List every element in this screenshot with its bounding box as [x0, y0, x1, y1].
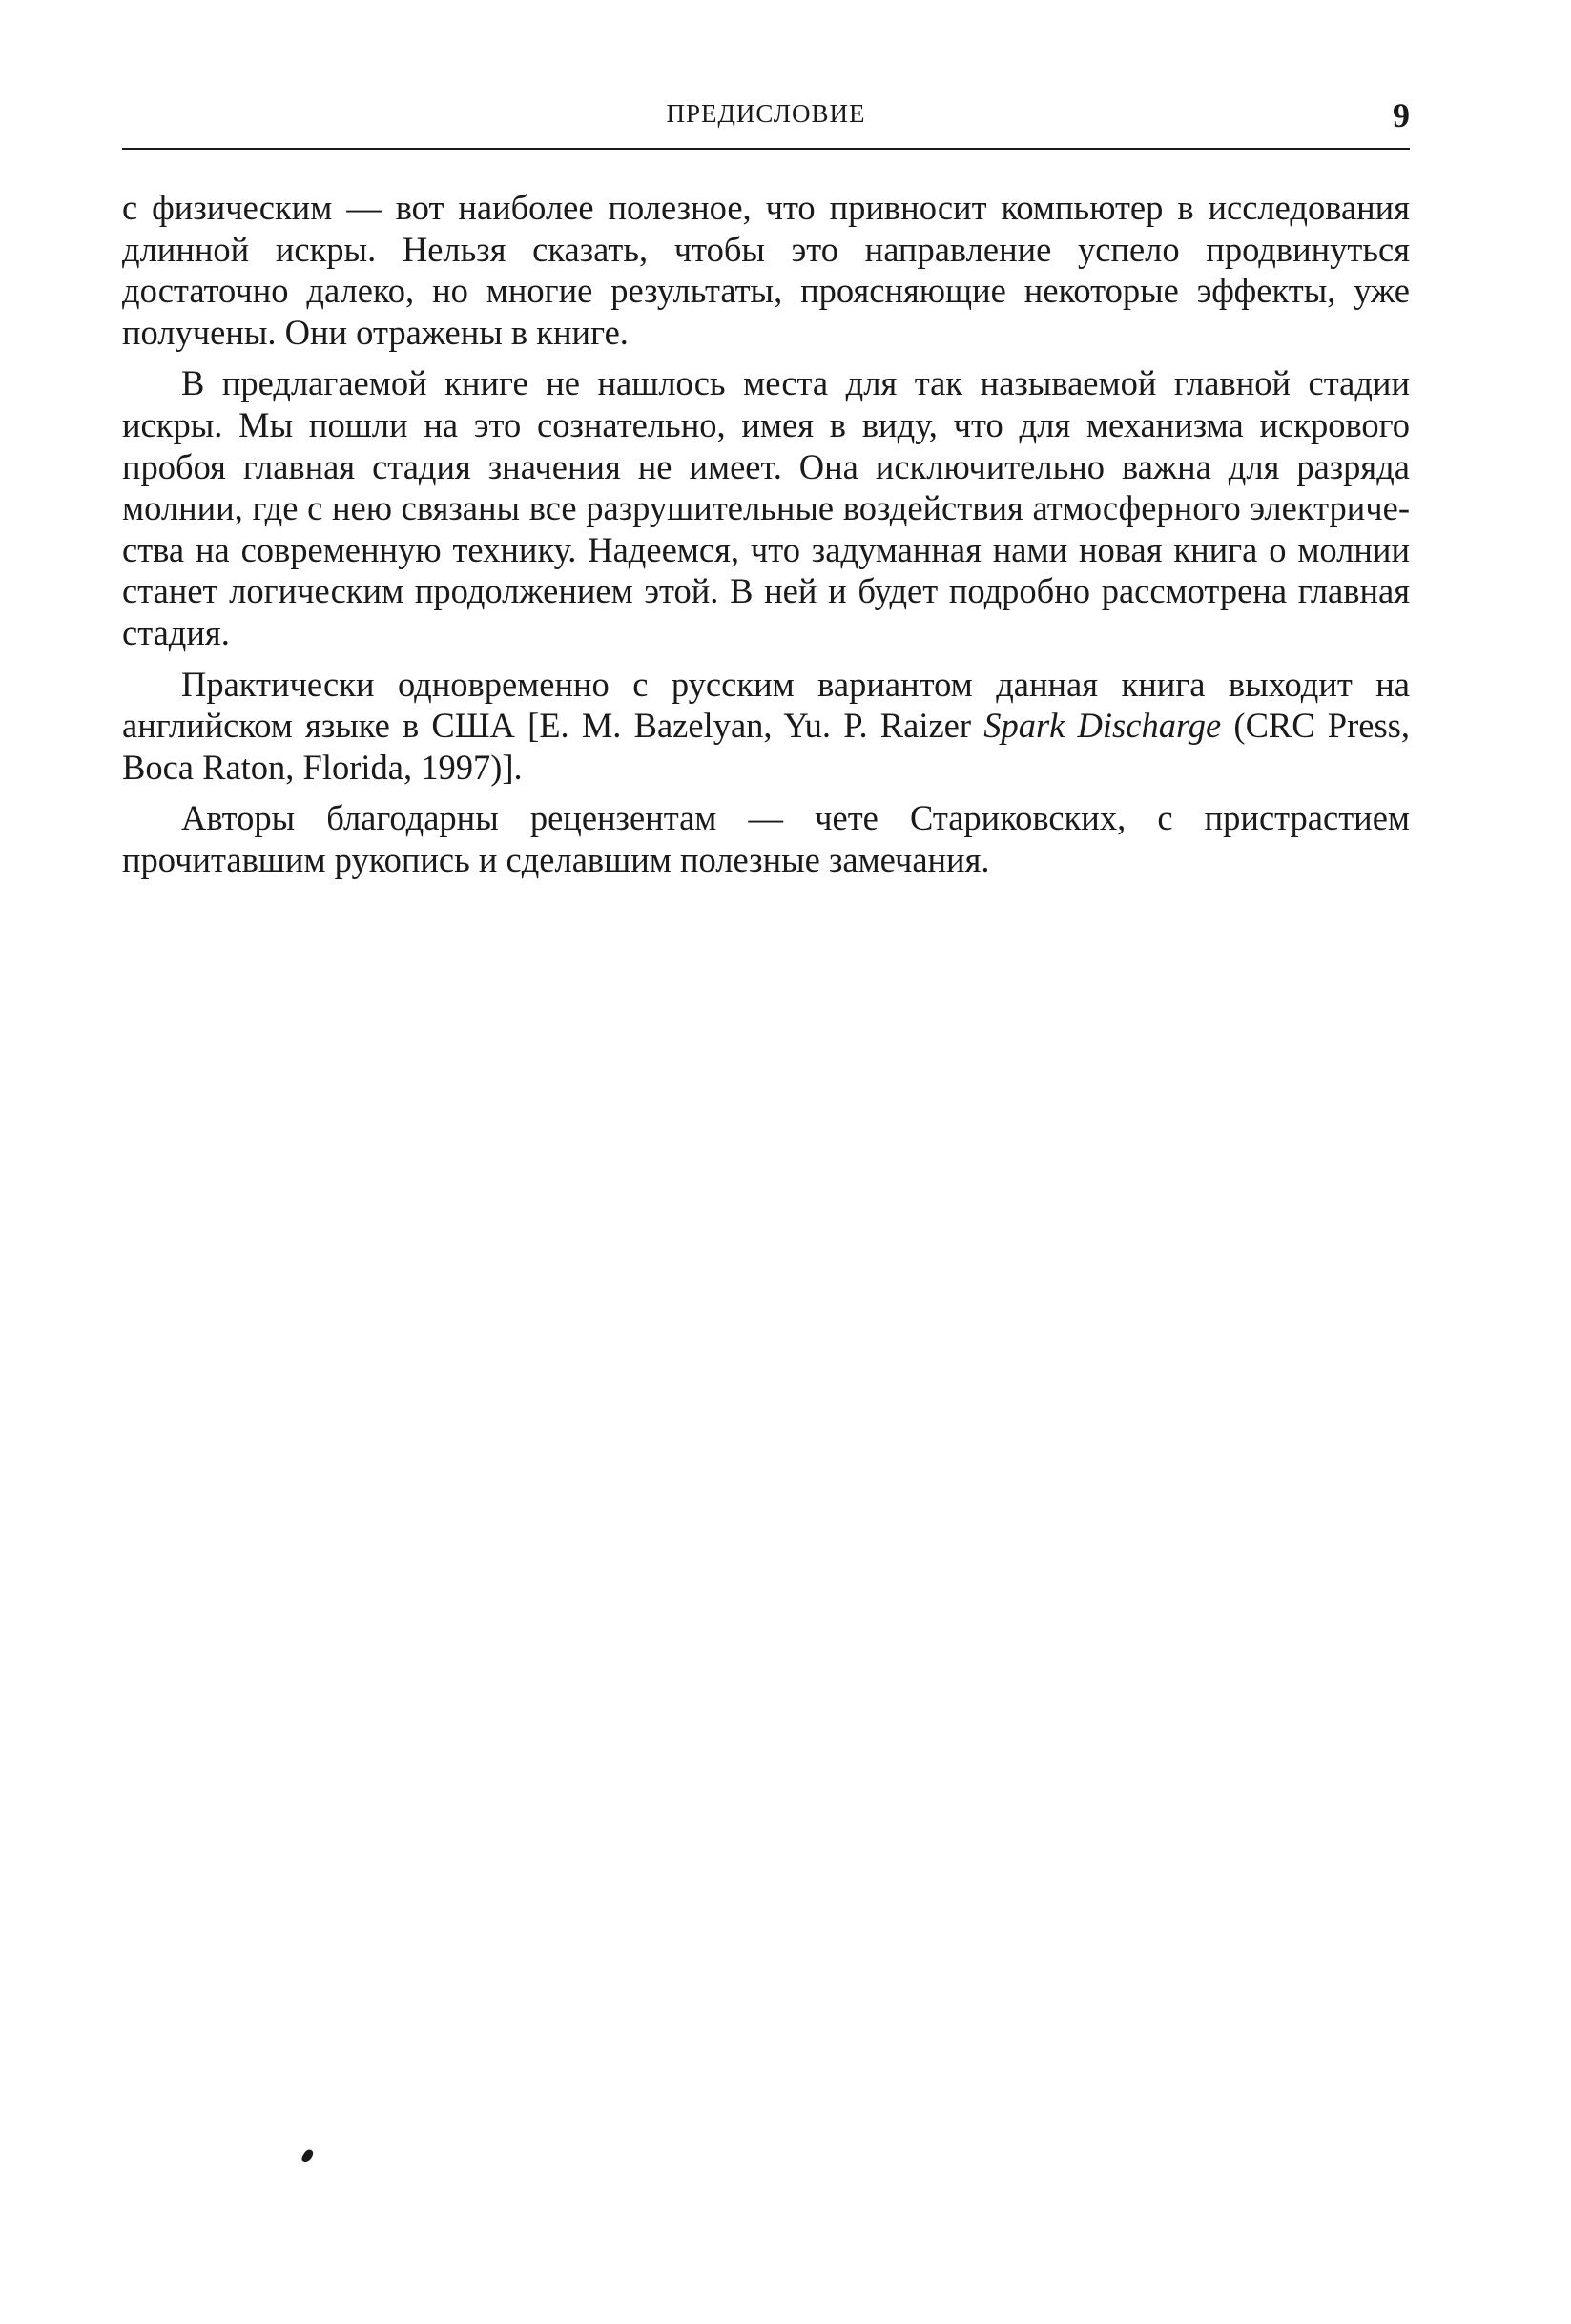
- header-rule: [122, 148, 1410, 150]
- paragraph-4: Авторы благодарны рецензентам — чете Стариковских, с пристрастием прочитавшим рукопись и сделавшим полезные замечания.: [122, 798, 1410, 879]
- paragraph-1: с физическим — вот наиболее полезное, что привносит компьютер в исследования длинной искры. Нельзя сказать, чтобы это направление успело продвинуться достаточно далеко, но многие результаты, проясняющие некоторые эффекты, уже получены. Они отражены в книге.: [122, 188, 1410, 352]
- running-head: [122, 96, 1410, 141]
- paragraph-2: В предлагаемой книге не нашлось места для так называемой главной стадии искры. Мы пошли на это сознательно, имея в виду, что для механизма искрового пробоя главная стадия значения не имеет. Она исключительно важна для разряда молнии, где с нею связаны все разрушительные воздействия атмосферного электричества на современную технику. Надеемся, что задуманная нами новая книга о молнии станет логическим продолжением этой. В ней и будет подробно рассмотрена главная стадия.: [122, 363, 1410, 652]
- paragraph-3-text-end: (CRC Press, Boca Raton, Florida, 1997)].: [122, 706, 1410, 787]
- paragraph-3: [122, 664, 1410, 789]
- body-text: [122, 187, 1410, 881]
- book-title-italic: Spark Discharge: [983, 706, 1222, 746]
- paragraph-3-text-start: Практически одновременно с русским вариантом данная книга выходит на английском языке в США [E. M. Bazelyan, Yu. P. Raizer: [122, 664, 1410, 746]
- running-title: ПРЕДИСЛОВИЕ: [666, 99, 866, 128]
- ink-speck: [300, 2149, 315, 2165]
- page-number: 9: [1393, 96, 1410, 134]
